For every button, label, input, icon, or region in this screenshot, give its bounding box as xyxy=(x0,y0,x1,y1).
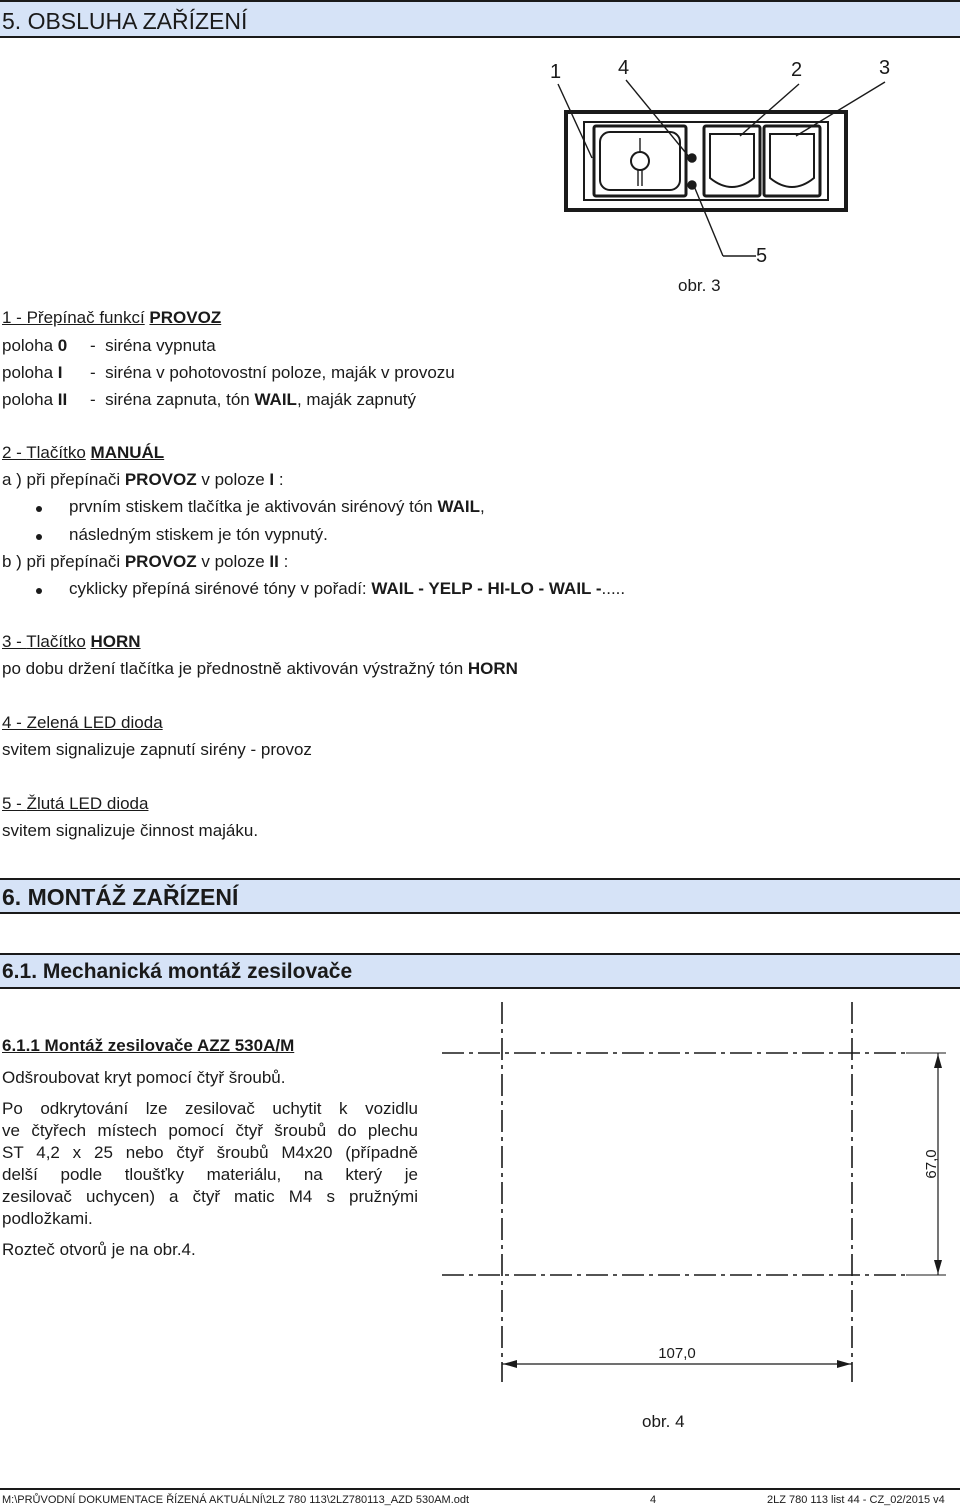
paragraph-2-line: delší podle tloušťky materiálu, na který je xyxy=(2,1165,418,1184)
item-3-desc-text: po dobu držení tlačítka je přednostně aktivován výstražný tón xyxy=(2,659,468,678)
item-3-title: Tlačítko xyxy=(26,632,86,651)
section-5-title: 5. OBSLUHA ZAŘÍZENÍ xyxy=(2,8,248,34)
item-5-description: svitem signalizuje činnost majáku. xyxy=(2,821,259,840)
case-a-mid: v poloze xyxy=(196,470,270,489)
footer-doc-id: 2LZ 780 113 list 44 - CZ_02/2015 v4 xyxy=(767,1494,945,1506)
bullet-text-bold: WAIL xyxy=(437,497,480,516)
callout-4: 4 xyxy=(618,57,630,79)
dim-vertical-label: 67,0 xyxy=(923,1149,940,1179)
item-1-heading xyxy=(2,308,221,328)
bullet-text: prvním stiskem tlačítka je aktivován sirénový tón xyxy=(69,497,438,516)
item-4-number: 4 - xyxy=(2,713,27,732)
footer-path: M:\PRŮVODNÍ DOKUMENTACE ŘÍZENÁ AKTUÁLNÍ\2LZ 780 113\2LZ780113_AZD 530AM.odt xyxy=(2,1494,470,1506)
callout-3: 3 xyxy=(879,57,891,79)
item-1-row-1-desc xyxy=(90,363,455,383)
footer-page-number: 4 xyxy=(650,1494,657,1506)
callout-2: 2 xyxy=(791,59,803,81)
case-b-pos: II xyxy=(269,552,279,571)
row-position: 0 xyxy=(57,336,68,355)
item-4-title: Zelená LED dioda xyxy=(26,713,163,732)
row-position: I xyxy=(57,363,63,382)
item-1-row-1 xyxy=(2,363,63,383)
row-text: siréna v pohotovostní poloze, maják v provozu xyxy=(105,363,455,382)
row-text: siréna vypnuta xyxy=(105,336,216,355)
item-2-a-bullet-1 xyxy=(69,497,485,517)
row-position: II xyxy=(57,390,68,409)
case-b-mid: v poloze xyxy=(196,552,270,571)
bullet-text-bold: WAIL - YELP - HI-LO - WAIL - xyxy=(371,579,602,598)
case-a-suffix: : xyxy=(274,470,284,489)
item-2-b-bullet-1 xyxy=(69,579,625,599)
row-label: poloha xyxy=(2,363,58,382)
bullet-text: cyklicky přepíná sirénové tóny v pořadí: xyxy=(69,579,372,598)
item-3-description xyxy=(2,659,518,679)
dim-horizontal-label: 107,0 xyxy=(658,1345,696,1362)
item-1-row-0 xyxy=(2,336,67,356)
paragraph-2-line: zesilovač uchycen) a čtyř matic M4 s pružnými xyxy=(2,1187,418,1206)
item-2-case-a xyxy=(2,470,284,490)
case-a-bold: PROVOZ xyxy=(124,470,197,489)
row-label: poloha xyxy=(2,336,58,355)
section-5-header xyxy=(0,0,960,38)
paragraph-3: Rozteč otvorů je na obr.4. xyxy=(2,1240,196,1259)
item-2-a-bullet-2: následným stiskem je tón vypnutý. xyxy=(69,525,328,544)
bullet-text-post: ..... xyxy=(601,579,626,598)
callout-1: 1 xyxy=(550,61,562,83)
figure-3-caption: obr. 3 xyxy=(678,276,721,295)
figure-4-caption: obr. 4 xyxy=(642,1412,685,1431)
item-3-title-bold: HORN xyxy=(90,632,141,651)
item-1-title: Přepínač funkcí xyxy=(26,308,145,327)
item-1-number: 1 - xyxy=(2,308,27,327)
paragraph-2-line: ve čtyřech místech pomocí čtyř šroubů do plechu xyxy=(2,1121,418,1140)
bullet xyxy=(36,534,42,540)
section-6-header xyxy=(0,878,960,914)
item-3-number: 3 - xyxy=(2,632,27,651)
item-5-heading xyxy=(2,794,148,814)
row-dash: - xyxy=(90,336,96,355)
item-2-title-bold: MANUÁL xyxy=(90,443,165,462)
item-2-heading xyxy=(2,443,164,463)
row-label: poloha xyxy=(2,390,58,409)
paragraph-2-line: Po odkrytování lze zesilovač uchytit k vozidlu xyxy=(2,1099,418,1118)
case-b-prefix: b ) při přepínači xyxy=(2,552,125,571)
case-b-suffix: : xyxy=(278,552,289,571)
paragraph-1: Odšroubovat kryt pomocí čtyř šroubů. xyxy=(2,1068,286,1087)
item-1-title-bold: PROVOZ xyxy=(149,308,222,327)
paragraph-2 xyxy=(2,1098,418,1230)
control-panel-figure xyxy=(540,50,910,300)
item-1-row-2 xyxy=(2,390,67,410)
item-2-number: 2 - xyxy=(2,443,27,462)
item-3-heading xyxy=(2,632,141,652)
page-footer xyxy=(0,1488,960,1508)
bullet xyxy=(36,588,42,594)
hole-spacing-figure xyxy=(436,998,960,1390)
item-5-title: Žlutá LED dioda xyxy=(26,794,149,813)
case-a-pos: I xyxy=(269,470,275,489)
row-text-bold: WAIL xyxy=(254,390,297,409)
callout-5: 5 xyxy=(756,245,768,267)
section-6-1-title: 6.1. Mechanická montáž zesilovače xyxy=(2,960,353,983)
paragraph-2-line: ST 4,2 x 25 nebo čtyř šroubů M4x20 (případně xyxy=(2,1143,418,1162)
row-dash: - xyxy=(90,390,96,409)
item-5-number: 5 - xyxy=(2,794,27,813)
bullet-text-post: , xyxy=(479,497,485,516)
case-b-bold: PROVOZ xyxy=(124,552,197,571)
item-4-description: svitem signalizuje zapnutí sirény - provoz xyxy=(2,740,312,759)
row-dash: - xyxy=(90,363,96,382)
item-1-row-0-desc xyxy=(90,336,216,356)
section-6-1-1-title: 6.1.1 Montáž zesilovače AZZ 530A/M xyxy=(2,1036,295,1055)
item-4-heading xyxy=(2,713,163,733)
item-2-title: Tlačítko xyxy=(26,443,86,462)
item-2-case-b xyxy=(2,552,288,572)
section-6-title: 6. MONTÁŽ ZAŘÍZENÍ xyxy=(2,884,239,910)
row-text: siréna zapnuta, tón xyxy=(105,390,255,409)
row-text-after: , maják zapnutý xyxy=(296,390,417,409)
paragraph-2-line: podložkami. xyxy=(2,1209,93,1228)
item-3-desc-bold: HORN xyxy=(467,659,518,678)
item-1-row-2-desc xyxy=(90,390,416,410)
bullet xyxy=(36,506,42,512)
case-a-prefix: a ) při přepínači xyxy=(2,470,125,489)
section-6-1-header xyxy=(0,953,960,989)
